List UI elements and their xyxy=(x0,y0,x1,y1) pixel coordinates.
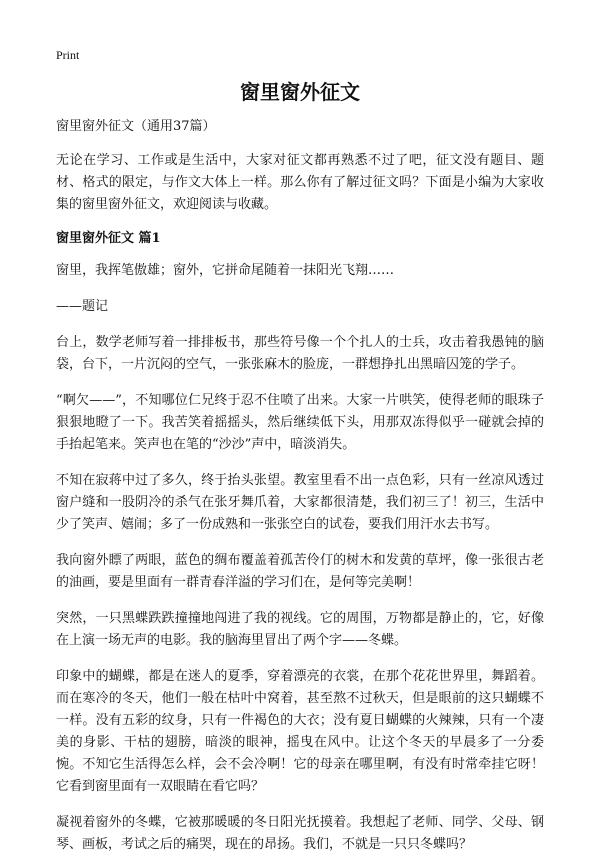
body-paragraph: 台上，数学老师写着一排排板书，那些符号像一个个扎人的士兵，攻击着我愚钝的脑袋，台下，一片沉闷的空气，一张张麻木的脸庞，一群想挣扎出黑暗囚笼的学子。 xyxy=(56,335,544,372)
body-paragraph: 突然，一只黑蝶跌跌撞撞地闯进了我的视线。它的周围，万物都是静止的，它，好像在上演一场无声的电影。我的脑海里冒出了两个字——冬蝶。 xyxy=(56,611,544,648)
body-paragraph: 不知在寂蒋中过了多久，终于抬头张望。教室里看不出一点色彩，只有一丝凉风透过窗户缝和一股阴冷的杀气在张牙舞爪着，大家都很清楚，我们初三了！初三，生活中少了笑声、嬉闹；多了一份成熟和一张张空白的试卷，要我们用汗水去书写。 xyxy=(56,473,544,532)
section-heading: 窗里窗外征文 篇1 xyxy=(56,231,161,246)
intro-paragraph: 无论在学习、工作或是生活中，大家对征文都再熟悉不过了吧，征文没有题目、题材、格式的限定，与作文大体上一样。那么你有了解过征文吗？下面是小编为大家收集的窗里窗外征文，欢迎阅读与收藏。 xyxy=(56,153,544,212)
body-paragraph: 窗里，我挥笔傲雄；窗外，它拼命尾随着一抹阳光飞翔…… xyxy=(56,263,395,278)
body-paragraph: 印象中的蝴蝶，都是在迷人的夏季，穿着漂亮的衣裳，在那个花花世界里，舞蹈着。而在寒冷的冬天，他们一般在枯叶中窝着，甚至熬不过秋天，但是眼前的这只蝴蝶不一样。没有五彩的纹身，只有一件褐色的大衣；没有夏日蝴蝶的火辣辣，只有一个凄美的身影、干枯的翅膀，暗淡的眼神，摇曳在风中。让这个冬天的早晨多了一分委惋。不知它生活得怎么样，会不会冷啊！它的母亲在哪里啊，有没有时常牵挂它呀！它看到窗里面有一双眼睛在看它吗？ xyxy=(56,669,544,794)
body-paragraph: 我向窗外瞟了两眼，蓝色的绸布覆盖着孤苦伶仃的树木和发黄的草坪，像一张很古老的油画，要是里面有一群青春洋溢的学习们在，是何等完美啊！ xyxy=(56,553,544,590)
epigraph-attribution: ——题记 xyxy=(56,299,109,314)
body-paragraph: 凝视着窗外的冬蝶，它被那暖暖的冬日阳光抚摸着。我想起了老师、同学、父母、钢琴、画板，考试之后的痛哭，现在的昂扬。我们，不就是一只只冬蝶吗？ xyxy=(56,815,544,852)
page-title: 窗里窗外征文 xyxy=(240,80,360,104)
print-label[interactable]: Print xyxy=(56,48,80,62)
body-paragraph: “啊欠——”，不知哪位仁兄终于忍不住喷了出来。大家一片哄笑，使得老师的眼珠子狠狠地瞪了一下。我苦笑着摇摇头，然后继续低下头，用那双冻得似乎一碰就会掉的手抬起笔来。笑声也在笔的“沙沙”声中，暗淡消失。 xyxy=(56,393,544,452)
document-subtitle: 窗里窗外征文（通用37篇） xyxy=(56,119,216,134)
